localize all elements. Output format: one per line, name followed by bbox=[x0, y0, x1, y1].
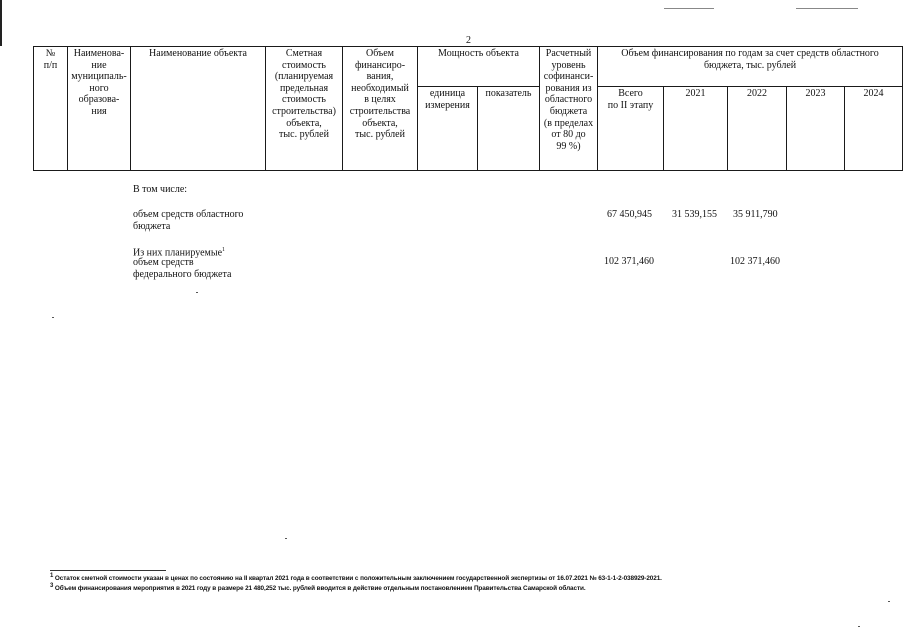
planned-footnote-mark: 1 bbox=[222, 246, 226, 253]
footnote-2-mark: 3 bbox=[50, 583, 54, 589]
header-cell-financing-by-years: Объем финансирования по годам за счет средств областного бюджета, тыс. рублей bbox=[598, 47, 903, 87]
footnote-2-text: Объем финансирования мероприятия в 2021 году в размере 21 480,252 тыс. рублей вводится в действие отдельным постановлением Правительства Самарской области. bbox=[53, 585, 586, 593]
header-cell-number: № п/п bbox=[34, 47, 68, 171]
header-cell-financing-volume: Объем финансиро- вания, необходимый в целях строительства объекта, тыс. рублей bbox=[343, 47, 418, 171]
scan-speck bbox=[858, 626, 860, 627]
federal-budget-label: объем средств федерального бюджета bbox=[133, 257, 232, 280]
header-cell-object-name: Наименование объекта bbox=[131, 47, 266, 171]
planned-label bbox=[133, 233, 225, 259]
header-cell-year-2024: 2024 bbox=[845, 87, 903, 171]
footnote-separator bbox=[50, 570, 166, 571]
scan-speck bbox=[888, 601, 890, 602]
page-number: 2 bbox=[466, 35, 471, 46]
regional-budget-label: объем средств областного бюджета bbox=[133, 209, 244, 232]
including-label: В том числе: bbox=[133, 184, 188, 195]
header-cell-year-2021: 2021 bbox=[664, 87, 728, 171]
federal-2022-value: 102 371,460 bbox=[730, 256, 780, 267]
federal-total-value: 102 371,460 bbox=[604, 256, 654, 267]
top-rule-right bbox=[796, 8, 858, 9]
footnote-1-mark: 1 bbox=[50, 573, 54, 579]
financing-table-header bbox=[33, 46, 903, 171]
scan-speck bbox=[196, 292, 198, 293]
header-cell-capacity-value: показатель bbox=[478, 87, 540, 171]
header-cell-year-2023: 2023 bbox=[787, 87, 845, 171]
header-cell-total-stage: Всего по II этапу bbox=[598, 87, 664, 171]
regional-total-value: 67 450,945 bbox=[607, 209, 652, 220]
header-cell-estimated-cost: Сметная стоимость (планируемая предельная стоимость строительства) объекта, тыс. рублей bbox=[266, 47, 343, 171]
footnote-2 bbox=[50, 582, 586, 593]
scan-speck bbox=[285, 538, 287, 539]
planned-label-text: Из них планируемые bbox=[133, 246, 223, 258]
header-cell-municipality: Наименова- ние муниципаль- ного образова- ния bbox=[68, 47, 131, 171]
regional-2021-value: 31 539,155 bbox=[672, 209, 717, 220]
page-left-edge bbox=[0, 0, 2, 46]
header-cell-cofinancing-level: Расчетный уровень софинанси- рования из областного бюджета (в пределах от 80 до 99 %) bbox=[540, 47, 598, 171]
header-cell-year-2022: 2022 bbox=[728, 87, 787, 171]
top-rule-left bbox=[664, 8, 714, 9]
footnote-1-text: Остаток сметной стоимости указан в ценах по состоянию на II квартал 2021 года в соответствии с положительным заключением государственной экспертизы от 16.07.2021 № 63-1-1-2-038929-2021. bbox=[53, 575, 662, 583]
regional-2022-value: 35 911,790 bbox=[733, 209, 778, 220]
header-cell-capacity: Мощность объекта bbox=[418, 47, 540, 87]
scan-speck bbox=[52, 317, 54, 318]
header-cell-capacity-unit: единица измерения bbox=[418, 87, 478, 171]
